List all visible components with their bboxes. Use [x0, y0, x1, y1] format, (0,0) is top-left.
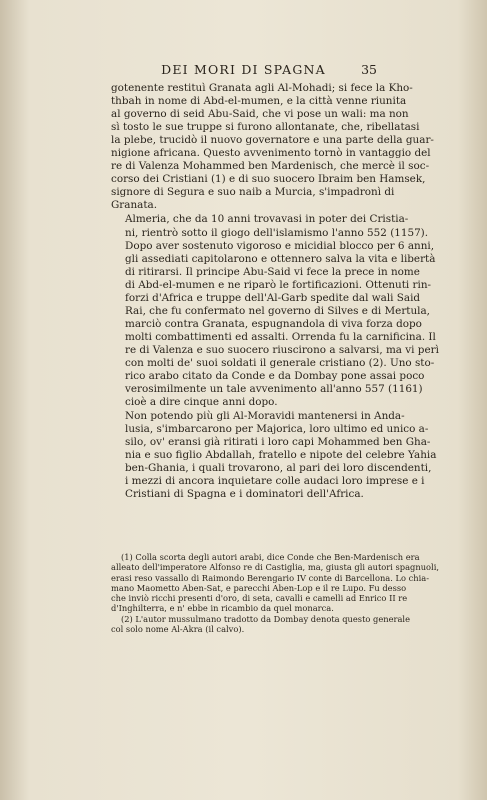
text-line: ni, rientrò sotto il giogo dell'islamismo l'anno 552 (1157). [125, 226, 429, 239]
footnote-line: (2) L'autor mussulmano tradotto da Dombay denota questo generale [121, 613, 410, 624]
text-line: re di Valenza e suo suocero riuscirono a salvarsi, ma vi perì [125, 343, 439, 356]
text-line: al governo di seid Abu-Said, che vi pose un wali: ma non [111, 108, 409, 121]
text-line: marciò contra Granata, espugnandola di viva forza dopo [125, 317, 422, 330]
text-line: forzi d'Africa e truppe dell'Al-Garb spedite dal wali Said [125, 291, 421, 304]
text-line: gotenente restituì Granata agli Al-Mohadi; si fece la Kho- [111, 82, 413, 94]
text-line: rico arabo citato da Conde e da Dombay pone assai poco [125, 370, 425, 383]
footnote-line: d'Inghilterra, e n' ebbe in ricambio da quel monarca. [111, 603, 334, 614]
text-line: gli assediati capitolarono e ottennero salva la vita e libertà [125, 252, 436, 265]
text-line: Non potendo più gli Al-Moravidi mantenersi in Anda- [125, 410, 405, 423]
text-line: lusia, s'imbarcarono per Majorica, loro ultimo ed unico a- [125, 423, 429, 436]
footnote [111, 552, 439, 614]
footnote-line: col solo nome Al-Akra (il calvo). [111, 624, 245, 635]
paragraph [111, 82, 434, 212]
footnote-line: che inviò ricchi presenti d'oro, di seta, cavalli e camelli ad Enrico II re [111, 593, 408, 604]
text-line: Rai, che fu confermato nel governo di Silves e di Mertula, [125, 304, 430, 317]
text-line: i mezzi di ancora inquietare colle audaci loro imprese e i [125, 475, 425, 488]
text-line: Granata. [111, 199, 158, 212]
text-line: con molti de' suoi soldati il generale cristiano (2). Uno sto- [125, 356, 435, 369]
main-text [111, 82, 439, 503]
text-line: verosimilmente un tale avvenimento all'anno 557 (1161) [125, 383, 423, 396]
text-line: cioè a dire cinque anni dopo. [125, 396, 278, 409]
page-header [0, 62, 487, 82]
footnote-line: erasi reso vassallo di Raimondo Berengario IV conte di Barcellona. Lo chia- [111, 572, 430, 583]
running-title: DEI MORI DI SPAGNA [161, 62, 326, 77]
text-line: Cristiani di Spagna e i dominatori dell'Africa. [125, 488, 364, 501]
text-line: sì tosto le sue truppe si furono allontanate, che, ribellatasi [111, 121, 420, 134]
text-line: corso dei Cristiani (1) e di suo suocero Ibraim ben Hamsek, [111, 173, 426, 186]
text-line: Dopo aver sostenuto vigoroso e micidial blocco per 6 anni, [125, 239, 435, 252]
text-line: thbah in nome di Abd-el-mumen, e la città venne riunita [111, 95, 407, 108]
text-line: silo, ov' eransi già ritirati i loro capi Mohammed ben Gha- [125, 436, 431, 449]
text-line: la plebe, trucidò il nuovo governatore e una parte della guar- [111, 134, 434, 147]
text-line: signore di Segura e suo naib a Murcia, s'impadronì di [111, 186, 395, 199]
text-line: Almeria, che da 10 anni trovavasi in poter dei Cristia- [125, 213, 409, 226]
paragraph [111, 213, 439, 409]
text-line: di ritirarsi. Il principe Abu-Said vi fece la prece in nome [125, 265, 420, 278]
footnote [111, 613, 410, 635]
text-line: di Abd-el-mumen e ne riparò le fortificazioni. Ottenuti rin- [125, 278, 432, 291]
text-line: nia e suo figlio Abdallah, fratello e nipote del celebre Yahia [125, 449, 437, 462]
footnote-line: mano Maometto Aben-Sat, e parecchi Aben-Lop e il re Lupo. Fu desso [111, 582, 407, 593]
footnotes [111, 552, 439, 635]
paragraph [111, 410, 437, 501]
footnote-line: alleato dell'imperatore Alfonso re di Castiglia, ma, giusta gli autori spagnuoli, [111, 562, 439, 573]
page-number: 35 [361, 62, 377, 77]
text-line: nigione africana. Questo avvenimento tornò in vantaggio del [111, 147, 431, 160]
text-line: molti combattimenti ed assalti. Orrenda fu la carnificina. Il [125, 330, 436, 343]
text-line: ben-Ghania, i quali trovarono, al pari dei loro discendenti, [125, 462, 432, 475]
footnote-line: (1) Colla scorta degli autori arabi, dice Conde che Ben-Mardenisch era [121, 552, 420, 562]
text-line: re di Valenza Mohammed ben Mardenisch, che mercè il soc- [111, 160, 430, 173]
